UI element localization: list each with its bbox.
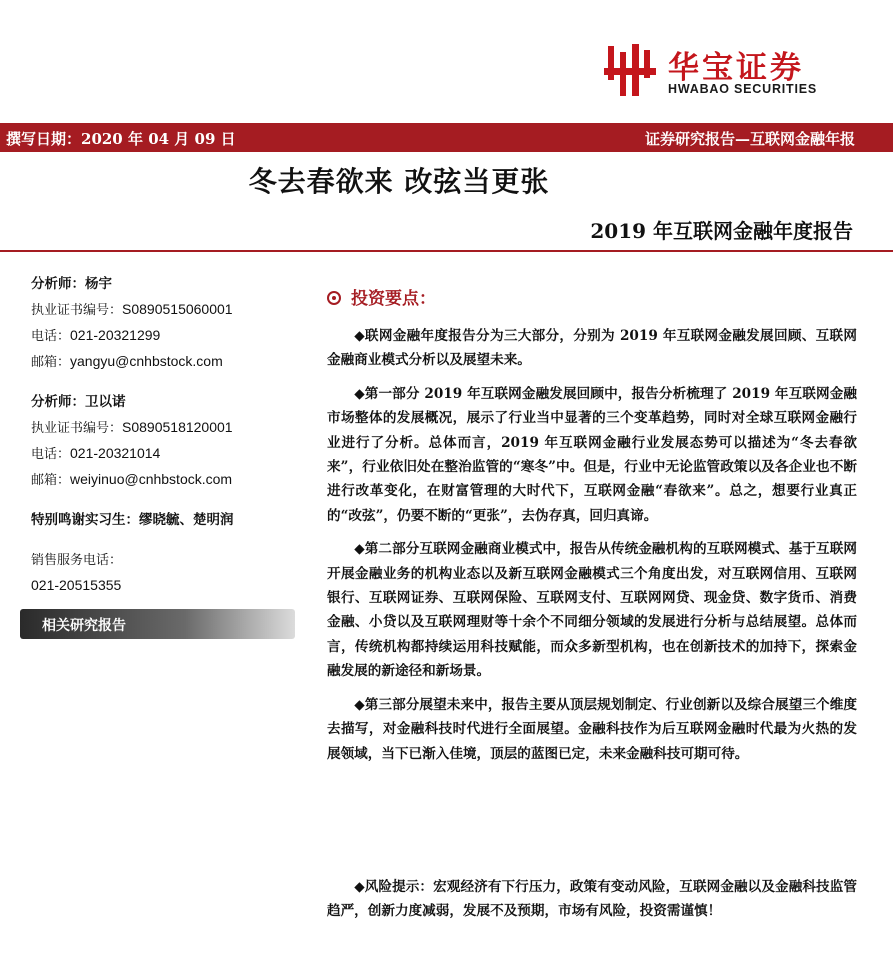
hwabao-logo-icon	[604, 42, 660, 98]
bullet-circle-icon	[327, 291, 341, 305]
report-date: 撰写日期：2020 年 04 月 09 日	[6, 130, 236, 148]
sales-label: 销售服务电话：	[31, 553, 123, 568]
analyst-name: 分析师：卫以诺	[31, 394, 126, 410]
points-heading: 投资要点：	[327, 284, 857, 324]
summary-paragraph: ◆第一部分 2019 年互联网金融发展回顾中，报告分析梳理了 2019 年互联网金融市场整体的发展概况，展示了行业当中显著的三个变革趋势，同时对全球互联网金融行业进行了分析。总体而言，2019 年互联网金融行业发展态势可以描述为“冬去春欲来”，行业依旧处在整治监管的“寒冬”中。但是，行业中无论监管政策以及各企业也不断进行改革变化，在财富管理的大时代下，互联网金融“春欲来”。总之，想要行业真正的“改弦”，仍要不断的“更张”，去伪存真，回归真谛。	[327, 385, 857, 524]
analyst-name: 分析师：杨宇	[31, 276, 112, 292]
report-category: 证券研究报告—互联网金融年报	[644, 130, 855, 148]
logo-name-cn: 华宝证券	[668, 50, 804, 86]
analyst-cert: 执业证书编号：S0890515060001	[31, 301, 233, 318]
related-reports-button[interactable]: 相关研究报告	[20, 609, 295, 639]
report-title: 冬去春欲来 改弦当更张	[248, 165, 550, 198]
analyst-sidebar	[31, 272, 301, 598]
company-logo	[604, 40, 854, 100]
sales-phone: 021-20515355	[31, 577, 122, 593]
analyst-email[interactable]: 邮箱：yangyu@cnhbstock.com	[31, 353, 223, 370]
analyst-phone: 电话：021-20321299	[31, 327, 161, 344]
report-subtitle: 2019 年互联网金融年度报告	[590, 219, 853, 243]
intern-thanks: 特别鸣谢实习生：缪晓毓、楚明润	[31, 512, 234, 528]
analyst-cert: 执业证书编号：S0890518120001	[31, 419, 233, 436]
analyst-email[interactable]: 邮箱：weiyinuo@cnhbstock.com	[31, 471, 233, 488]
risk-warning: ◆风险提示：宏观经济有下行压力，政策有变动风险，互联网金融以及金融科技监管趋严，创新力度减弱，发展不及预期，市场有风险，投资需谨慎！	[327, 879, 857, 920]
summary-paragraph: ◆第二部分互联网金融商业模式中，报告从传统金融机构的互联网模式、基于互联网开展金融业务的机构业态以及新互联网金融模式三个角度出发，对互联网信用、互联网银行、互联网证券、互联网保险、互联网支付、互联网网贷、现金贷、数字货币、消费金融、小贷以及互联网理财等十余个不同细分领域的发展进行分析与总结展望。总体而言，传统机构都持续运用科技赋能，而众多新型机构，也在创新技术的加持下，探索金融发展的新途径和新场景。	[327, 541, 857, 680]
logo-name-en: HWABAO SECURITIES	[668, 82, 818, 96]
summary-paragraph: ◆第三部分展望未来中，报告主要从顶层规划制定、行业创新以及综合展望三个维度去描写，对金融科技时代进行全面展望。金融科技作为后互联网金融时代最为火热的发展领域，当下已渐入佳境，顶层的蓝图已定，未来金融科技可期可待。	[327, 696, 857, 762]
analyst-phone: 电话：021-20321014	[31, 445, 161, 462]
summary-paragraph: ◆联网金融年度报告分为三大部分，分别为 2019 年互联网金融发展回顾、互联网金融商业模式分析以及展望未来。	[327, 328, 857, 369]
header-band	[0, 123, 893, 152]
title-divider	[0, 250, 893, 252]
investment-points	[327, 284, 857, 920]
